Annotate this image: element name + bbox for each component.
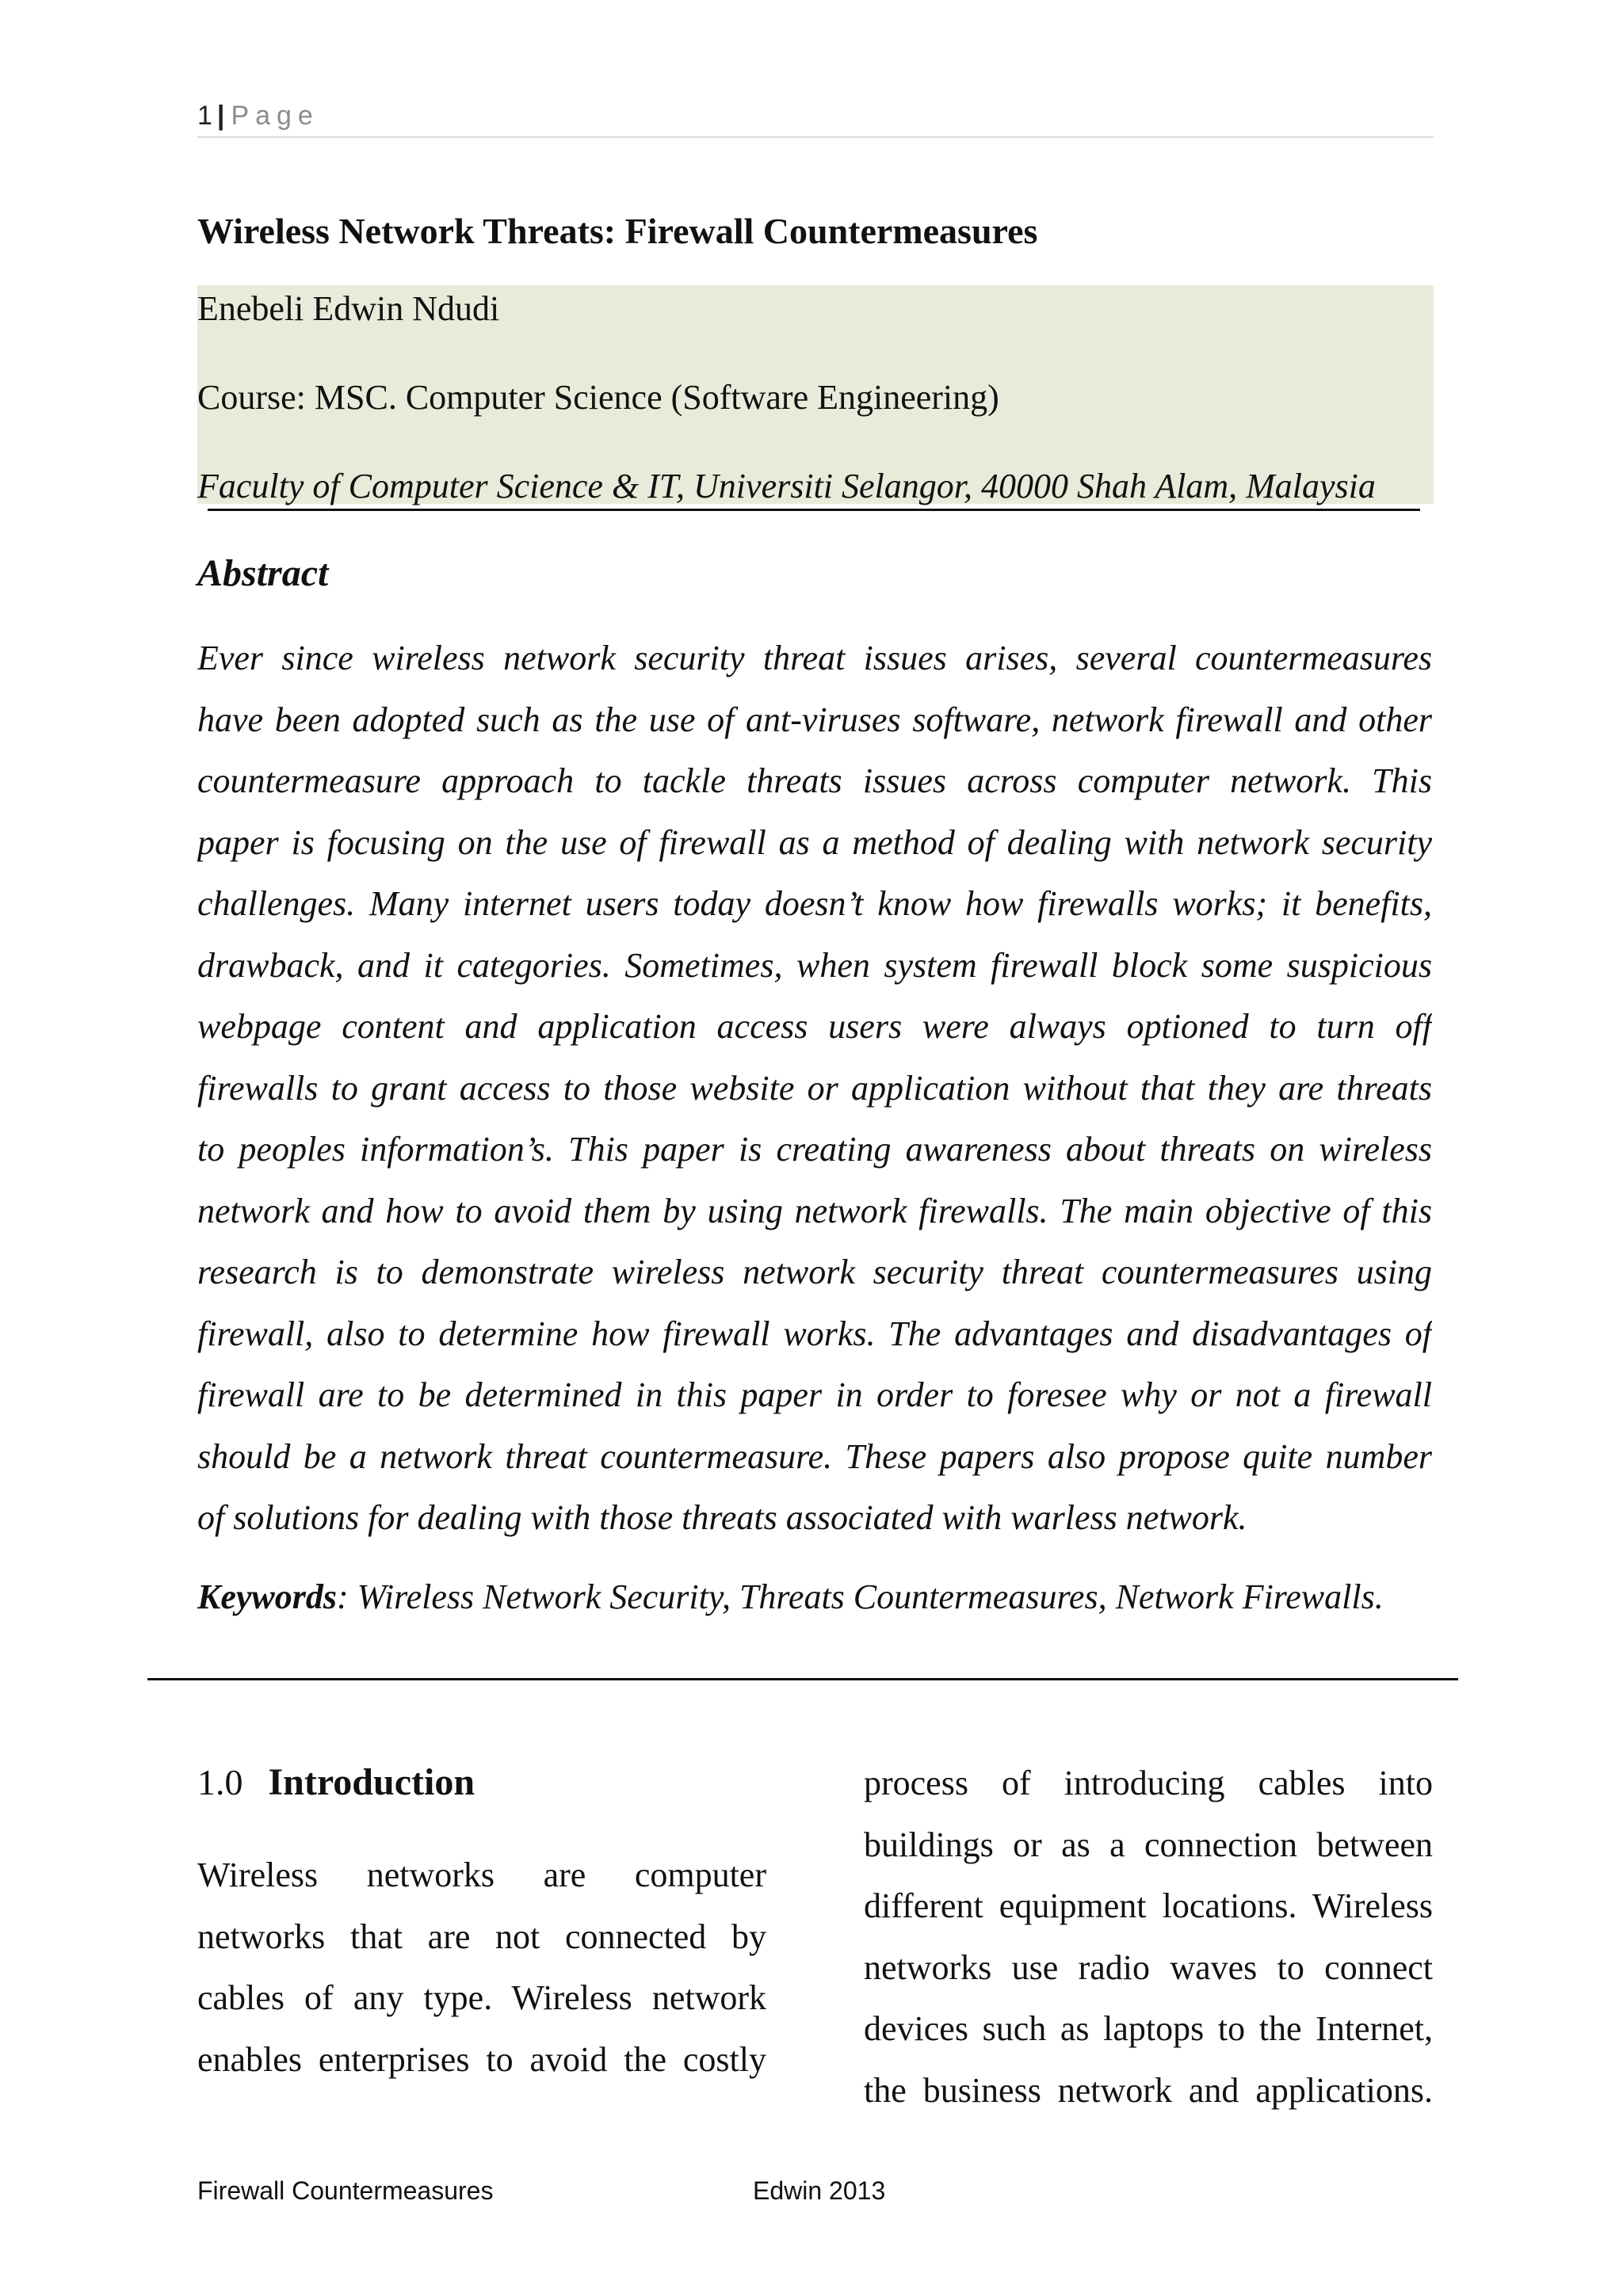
keywords-text: : Wireless Network Security, Threats Countermeasures, Network Firewalls. xyxy=(337,1577,1384,1616)
section-number: 1.0 xyxy=(197,1762,243,1802)
section-title: Introduction xyxy=(268,1761,475,1803)
body-line: Wireless networks are computer xyxy=(197,1855,766,1894)
paper-title: Wireless Network Threats: Firewall Countermeasures xyxy=(197,211,1038,251)
page-number: 1 xyxy=(197,101,212,131)
body-line: process of introducing cables into xyxy=(864,1764,1433,1802)
abstract-line: research is to demonstrate wireless network security threat countermeasures using xyxy=(197,1253,1432,1291)
abstract-line: drawback, and it categories. Sometimes, when system firewall block some suspicious xyxy=(197,945,1432,985)
author-name: Enebeli Edwin Ndudi xyxy=(197,289,500,328)
body-line: networks use radio waves to connect xyxy=(864,1947,1433,1987)
page-header xyxy=(197,95,1434,138)
abstract-body xyxy=(197,627,1432,1549)
body-line: devices such as laptops to the Internet, xyxy=(864,2009,1433,2048)
body-line: different equipment locations. Wireless xyxy=(864,1886,1433,1925)
abstract-line: firewall are to be determined in this paper in order to foresee why or not a firewall xyxy=(197,1375,1432,1414)
keywords-label: Keywords xyxy=(197,1577,337,1616)
affiliation-underline xyxy=(208,509,1420,511)
course-line: Course: MSC. Computer Science (Software Engineering) xyxy=(197,378,999,417)
abstract-line: firewall, also to determine how firewall works. The advantages and disadvantages of xyxy=(197,1314,1432,1353)
abstract-heading: Abstract xyxy=(197,552,329,594)
page-separator: | xyxy=(216,101,225,131)
abstract-line: should be a network threat countermeasure. These papers also propose quite number xyxy=(197,1436,1432,1476)
abstract-line: paper is focusing on the use of firewall as a method of dealing with network security xyxy=(197,822,1432,862)
footer-author-year: Edwin 2013 xyxy=(753,2176,886,2205)
body-line: enables enterprises to avoid the costly xyxy=(197,2039,766,2079)
abstract-line: countermeasure approach to tackle threats issues across computer network. This xyxy=(197,761,1432,800)
body-line: buildings or as a connection between xyxy=(864,1825,1433,1864)
abstract-line: to peoples information’s. This paper is creating awareness about threats on wireless xyxy=(197,1130,1432,1169)
page-label: Page xyxy=(231,101,319,131)
abstract-line: Ever since wireless network security threat issues arises, several countermeasures xyxy=(197,639,1432,677)
faculty-line: Faculty of Computer Science & IT, Universiti Selangor, 40000 Shah Alam, Malaysia xyxy=(197,467,1376,505)
section-divider xyxy=(147,1678,1458,1680)
footer-title: Firewall Countermeasures xyxy=(197,2176,494,2205)
abstract-line: of solutions for dealing with those threats associated with warless network. xyxy=(197,1498,1247,1537)
abstract-line: webpage content and application access users were always optioned to turn off xyxy=(197,1007,1432,1046)
abstract-line: firewalls to grant access to those website or application without that they are threats xyxy=(197,1068,1432,1108)
introduction-heading xyxy=(197,1759,475,1806)
body-line: cables of any type. Wireless network xyxy=(197,1978,766,2017)
introduction-column-left xyxy=(197,1844,766,2090)
abstract-line: network and how to avoid them by using network firewalls. The main objective of this xyxy=(197,1191,1432,1230)
keywords xyxy=(197,1573,1465,1621)
abstract-line: challenges. Many internet users today doesn’t know how firewalls works; it benefits, xyxy=(197,884,1432,923)
body-line: the business network and applications. xyxy=(864,2070,1433,2110)
body-line: networks that are not connected by xyxy=(197,1917,766,1956)
introduction-column-right xyxy=(864,1753,1433,2121)
abstract-line: have been adopted such as the use of ant-viruses software, network firewall and other xyxy=(197,700,1432,739)
